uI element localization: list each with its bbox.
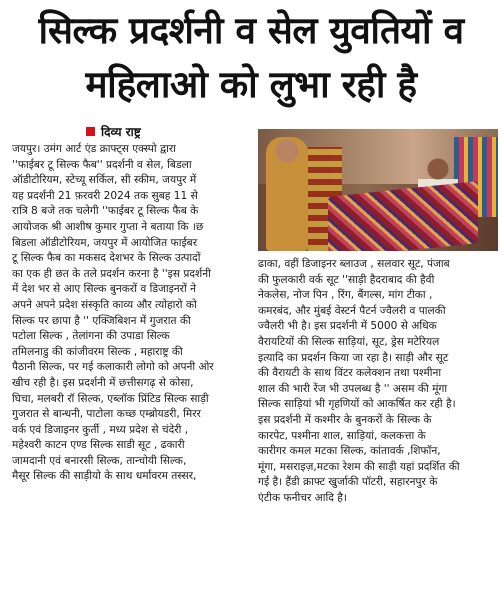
text-line: नेकलेस, नोज पिन , रिंग, बैंगल्स, मांग टीका ,: [258, 289, 433, 302]
text-line: कारपेट, पश्मीना शाल, साड़ियां, कलकत्ता के: [258, 429, 426, 442]
text-line: आयोजक श्री आशीष कुमार गुप्ता ने बताया कि ।छ: [12, 220, 204, 233]
text-line: टू सिल्क फैब का मकसद देशभर के सिल्क उत्पादों: [12, 252, 201, 265]
text-line: इत्यादि का प्रदर्शन किया जा रहा है। साड़ी और सूट: [258, 351, 449, 364]
text-line: इस प्रदर्शनी में कश्मीर के बुनकरों के सिल्क के: [258, 413, 432, 426]
text-line: पटोला सिल्क , तेलांगना की उपाडा सिल्क: [12, 330, 170, 343]
text-line: रात्रि 8 बजे तक चलेगी ''फाईबर टू सिल्क फैब के: [12, 205, 199, 218]
text-line: सिल्क पर छापा है '' एक्जिबिशन में गुजरात की: [12, 314, 191, 327]
text-line: तमिलनाडु की कांजीवरम सिल्क , महाराष्ट्र की: [12, 345, 183, 358]
text-line: ढाका, वहीं डिजाइनर ब्लाउज , सलवार सूट, पंजाब: [258, 258, 450, 270]
text-line: बिडला ऑडीटोरियम, जयपुर में आयोजित फाईबर: [12, 236, 198, 249]
text-line: एंटीक फनीचर आदि है।: [258, 491, 347, 504]
text-line: वैरायटियों की सिल्क साड़ियां, सूट, ड्रेस मटेरियल: [258, 335, 440, 348]
text-line: का एक ही छत के तले प्रदर्शन करना है ''इस प्रदर्शनी: [12, 267, 211, 280]
text-line: ज्वैलरी भी है। इस प्रदर्शनी में 5000 से अधिक: [258, 320, 437, 333]
headline-line-1: सिल्क प्रदर्शनी व सेल युवतियों व: [38, 9, 464, 52]
text-line: जयपुर। उमंग आर्ट एंड क्राफ्ट्स एक्स्पो द्वारा: [12, 143, 176, 155]
text-line: मैसूर सिल्क की साड़ीयो के साथ धर्मावरम तस्सर,: [12, 470, 197, 483]
headline-line-2: महिलाओ को लुभा रही है: [85, 63, 417, 106]
headline: [0, 4, 502, 112]
text-line: कारीगर कमल मटका सिल्क, कांतावर्क ,शिफॉन,: [258, 445, 441, 458]
article-body-right-column: [258, 257, 496, 582]
text-line: में देश भर से आए सिल्क बुनकरों व डिजाइनरों ने: [12, 283, 196, 296]
text-line: अपने अपने प्रदेश संस्कृति काव्य और त्योहारो को: [12, 298, 197, 311]
text-line: यह प्रदर्शनी 21 फ़रवरी 2024 तक सुबह 11 से: [12, 189, 198, 202]
text-line: जामदानी एवं बनारसी सिल्क, तान्चोयी सिल्क,: [12, 454, 187, 467]
article-body-left-column: [12, 142, 244, 582]
text-line: ''फाईबर टू सिल्क फैब'' प्रदर्शनी व सेल, बिडला: [12, 158, 192, 171]
text-line: मूंगा, मसराइज़,मटका रेशम की साड़ी यहां प्रदर्शित की: [258, 460, 460, 473]
byline-source: दिव्य राष्ट्र: [101, 125, 141, 139]
text-line: वर्क एवं डिजाइनर कुर्ती , मध्य प्रदेश से चंदेरी ,: [12, 423, 189, 436]
text-line: गई है। हैंडी क्राफ्ट खुर्जाकी पॉटरी, सहारनपुर के: [258, 476, 438, 489]
text-line: कमरबंद, और मुंबई वेस्टर्न पैटर्न ज्वैलरी व पालकी: [258, 304, 446, 317]
text-line: घिचा, मलबरी रॉ सिल्क, एब्लॉक प्रिंटिड सिल्क साड़ी: [12, 392, 209, 405]
text-line: खीच रही है। इस प्रदर्शनी में छत्तीसगढ़ से कोसा,: [12, 376, 194, 389]
exhibition-photo: [258, 129, 498, 251]
text-line: की फुलकारी वर्क सूट ''साड़ी हैदराबाद की हैवी: [258, 273, 435, 286]
text-line: गुजरात से बान्धनी, पाटोला कच्छ एम्ब्रोयडरी, मिरर: [12, 408, 201, 421]
byline: [86, 123, 141, 140]
text-line: शाल की भारी रेंज भी उपलब्ध है '' असम की मूंगा: [258, 382, 448, 395]
text-line: पैठानी सिल्क, पर गई कलाकारी लोगो को अपनी ओर: [12, 361, 214, 374]
text-line: सिल्क साड़ियां भी गृहणियों को आकर्षित कर रही है।: [258, 398, 456, 411]
text-line: ऑडीटोरियम, स्टेच्यू सर्किल, सी स्कीम, जयपुर में: [12, 174, 197, 187]
text-line: की वैरायटी के साथ विंटर कलेक्शन तथा पश्मीना: [258, 367, 442, 380]
text-line: महेश्वरी काटन एण्ड सिल्क साडी सूट , ढकारी: [12, 439, 185, 452]
red-square-icon: [86, 127, 95, 136]
